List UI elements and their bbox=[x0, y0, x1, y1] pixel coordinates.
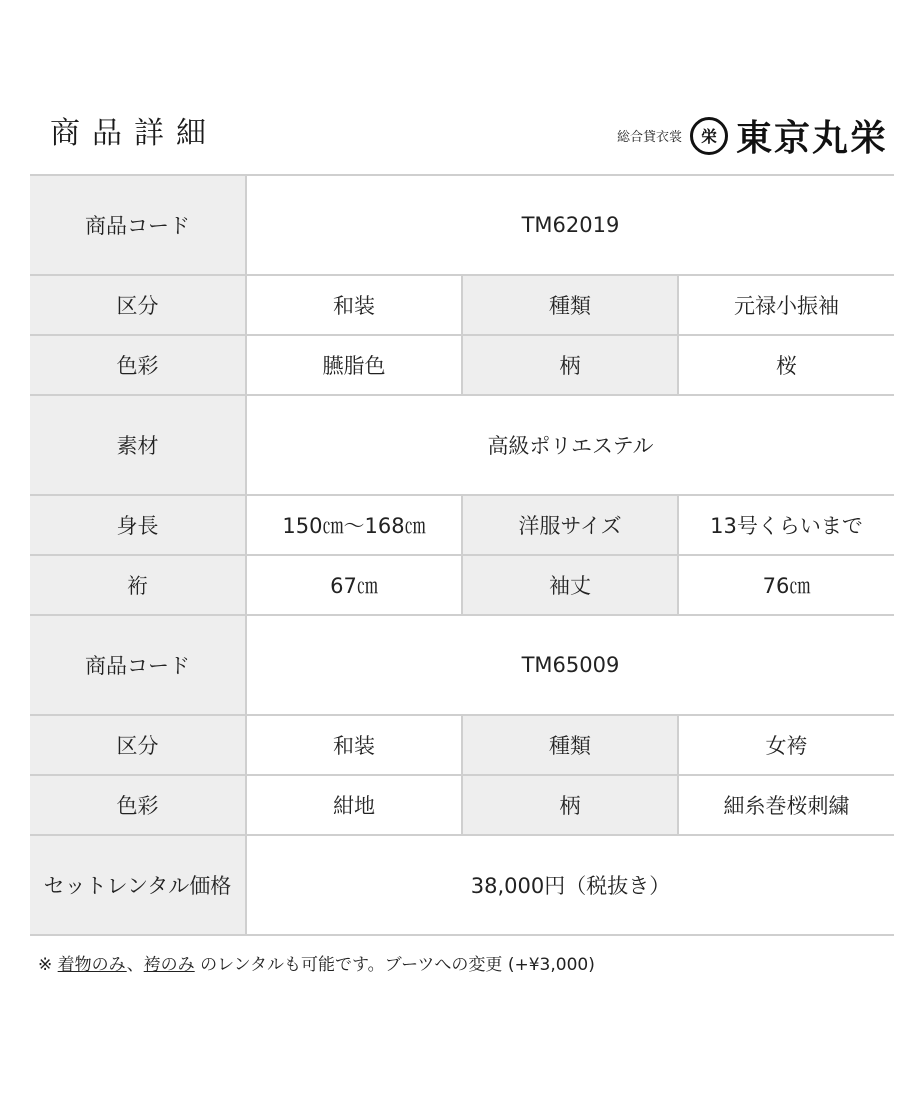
color-value: 紺地 bbox=[246, 775, 462, 835]
pattern-label: 柄 bbox=[462, 335, 678, 395]
type-label: 種類 bbox=[462, 715, 678, 775]
product-detail-table bbox=[30, 174, 894, 936]
type-label: 種類 bbox=[462, 275, 678, 335]
hakama-only-link[interactable]: 袴のみ bbox=[143, 955, 195, 975]
table-row bbox=[30, 335, 894, 395]
code-label: 商品コード bbox=[30, 175, 246, 275]
footnote-text: のレンタルも可能です。ブーツへの変更 (+¥3,000) bbox=[194, 955, 595, 975]
pattern-label: 柄 bbox=[462, 775, 678, 835]
sleeve-length-value: 76㎝ bbox=[678, 555, 894, 615]
table-row bbox=[30, 275, 894, 335]
yuki-label: 裄 bbox=[30, 555, 246, 615]
code-label: 商品コード bbox=[30, 615, 246, 715]
yuki-value: 67㎝ bbox=[246, 555, 462, 615]
footnote-prefix: ※ bbox=[38, 955, 58, 975]
size-value: 13号くらいまで bbox=[678, 495, 894, 555]
type-value: 元禄小振袖 bbox=[678, 275, 894, 335]
pattern-value: 細糸巻桜刺繍 bbox=[678, 775, 894, 835]
color-value: 臙脂色 bbox=[246, 335, 462, 395]
brand-crest-icon: 栄 bbox=[690, 117, 728, 155]
color-label: 色彩 bbox=[30, 335, 246, 395]
price-label: セットレンタル価格 bbox=[30, 835, 246, 935]
height-value: 150㎝～168㎝ bbox=[246, 495, 462, 555]
height-label: 身長 bbox=[30, 495, 246, 555]
code-value: TM62019 bbox=[246, 175, 894, 275]
brand-name: 東京丸栄 bbox=[735, 117, 888, 159]
type-value: 女袴 bbox=[678, 715, 894, 775]
material-label: 素材 bbox=[30, 395, 246, 495]
brand-subtitle: 総合貸衣裳 bbox=[616, 130, 682, 145]
price-value: 38,000円（税抜き） bbox=[246, 835, 894, 935]
table-row bbox=[30, 715, 894, 775]
table-row bbox=[30, 395, 894, 495]
table-row bbox=[30, 555, 894, 615]
page-title: 商品詳細 bbox=[50, 116, 218, 151]
footnote bbox=[38, 950, 595, 975]
table-row bbox=[30, 495, 894, 555]
code-value: TM65009 bbox=[246, 615, 894, 715]
size-label: 洋服サイズ bbox=[462, 495, 678, 555]
kimono-only-link[interactable]: 着物のみ bbox=[57, 955, 127, 975]
color-label: 色彩 bbox=[30, 775, 246, 835]
table-row bbox=[30, 615, 894, 715]
category-label: 区分 bbox=[30, 715, 246, 775]
table-row bbox=[30, 835, 894, 935]
footnote-separator: 、 bbox=[126, 955, 144, 975]
category-value: 和装 bbox=[246, 715, 462, 775]
table-row bbox=[30, 775, 894, 835]
pattern-value: 桜 bbox=[678, 335, 894, 395]
category-value: 和装 bbox=[246, 275, 462, 335]
sleeve-length-label: 袖丈 bbox=[462, 555, 678, 615]
category-label: 区分 bbox=[30, 275, 246, 335]
table-row bbox=[30, 175, 894, 275]
material-value: 高級ポリエステル bbox=[246, 395, 894, 495]
brand-logo bbox=[617, 110, 888, 161]
